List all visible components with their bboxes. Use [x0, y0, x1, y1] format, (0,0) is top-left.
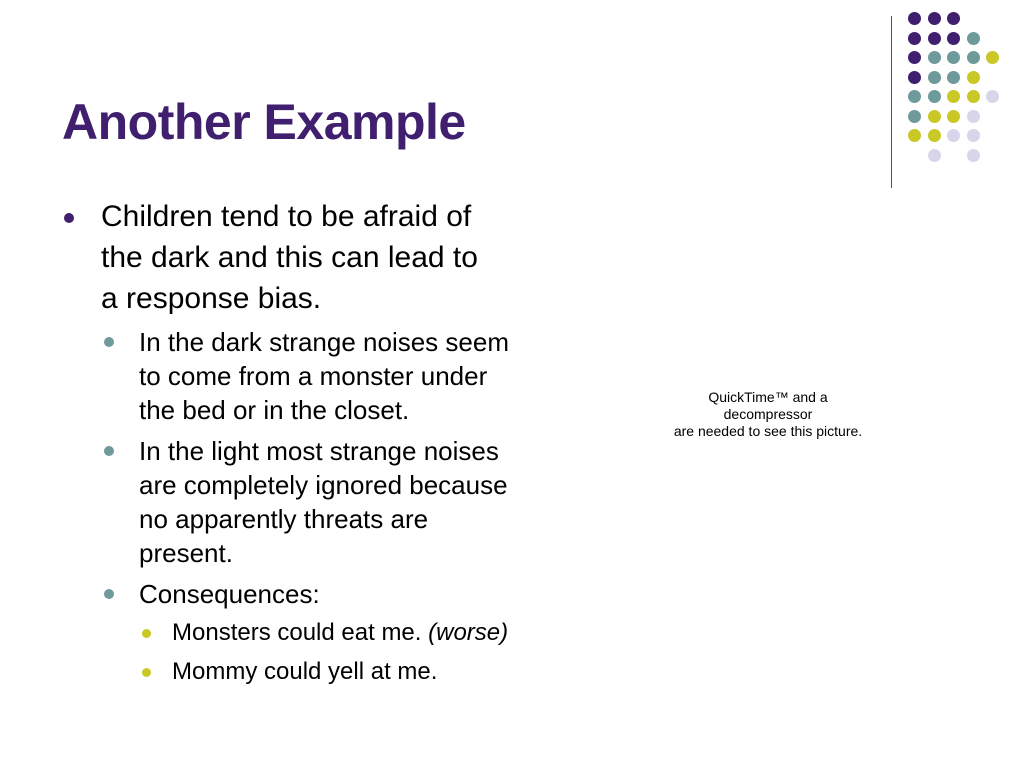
bullet-dot-icon [104, 337, 114, 347]
bullet-dot-icon [104, 446, 114, 456]
decorative-dot [947, 90, 960, 103]
bullet-dot-icon [104, 589, 114, 599]
sub-bullet-text-line: In the dark strange noises seem [139, 327, 509, 357]
decorative-dot [947, 71, 960, 84]
decorative-dot [967, 51, 980, 64]
bullet-text-line: a response bias. [101, 282, 322, 315]
sub-bullet-text-line: are completely ignored because [139, 470, 508, 500]
decorative-dot [908, 51, 921, 64]
decorative-dot [967, 71, 980, 84]
image-placeholder-line: decompressor [723, 406, 813, 422]
decorative-dot [947, 129, 960, 142]
decorative-dot-grid [908, 12, 1008, 172]
decorative-dot [967, 32, 980, 45]
image-placeholder [634, 389, 902, 440]
decorative-divider-line [891, 16, 892, 188]
decorative-dot [908, 12, 921, 25]
decorative-dot [986, 90, 999, 103]
decorative-dot [928, 149, 941, 162]
sub-sub-bullet-text [172, 616, 508, 650]
decorative-dot [967, 149, 980, 162]
decorative-dot [908, 71, 921, 84]
decorative-dot [908, 129, 921, 142]
sub-bullet-text-line: no apparently threats are [139, 504, 429, 534]
decorative-dot [947, 51, 960, 64]
sub-bullet-text-line: present. [139, 538, 233, 568]
decorative-dot [928, 12, 941, 25]
decorative-dot [986, 51, 999, 64]
bullet-text-line: the dark and this can lead to [101, 241, 478, 274]
decorative-dot [928, 129, 941, 142]
sub-bullet-text-line: the bed or in the closet. [139, 395, 410, 425]
image-placeholder-line: are needed to see this picture. [673, 423, 863, 439]
decorative-dot [928, 51, 941, 64]
bullet-dot-icon [142, 668, 151, 677]
decorative-dot [908, 32, 921, 45]
decorative-dot [967, 110, 980, 123]
image-placeholder-line: QuickTime™ and a [708, 389, 828, 405]
decorative-dot [947, 12, 960, 25]
sub-sub-bullet-plain: Monsters could eat me. [172, 619, 429, 646]
decorative-dot [908, 90, 921, 103]
decorative-dot [967, 129, 980, 142]
sub-bullet-text-line: In the light most strange noises [139, 436, 499, 466]
decorative-dot [967, 90, 980, 103]
sub-bullet-text-line: to come from a monster under [139, 361, 488, 391]
decorative-dot [947, 110, 960, 123]
bullet-dot-icon [142, 629, 151, 638]
decorative-dot [928, 110, 941, 123]
bullet-text-line: Children tend to be afraid of [101, 200, 472, 233]
slide-title: Another Example [62, 94, 466, 150]
decorative-dot [908, 110, 921, 123]
bullet-dot-icon [64, 213, 74, 223]
decorative-dot [928, 90, 941, 103]
sub-sub-bullet-emphasis: (worse) [428, 619, 509, 646]
sub-bullet-text-line: Consequences: [139, 579, 320, 609]
decorative-dot [947, 32, 960, 45]
sub-sub-bullet-text: Mommy could yell at me. [172, 658, 438, 685]
decorative-dot [928, 71, 941, 84]
decorative-dot [928, 32, 941, 45]
